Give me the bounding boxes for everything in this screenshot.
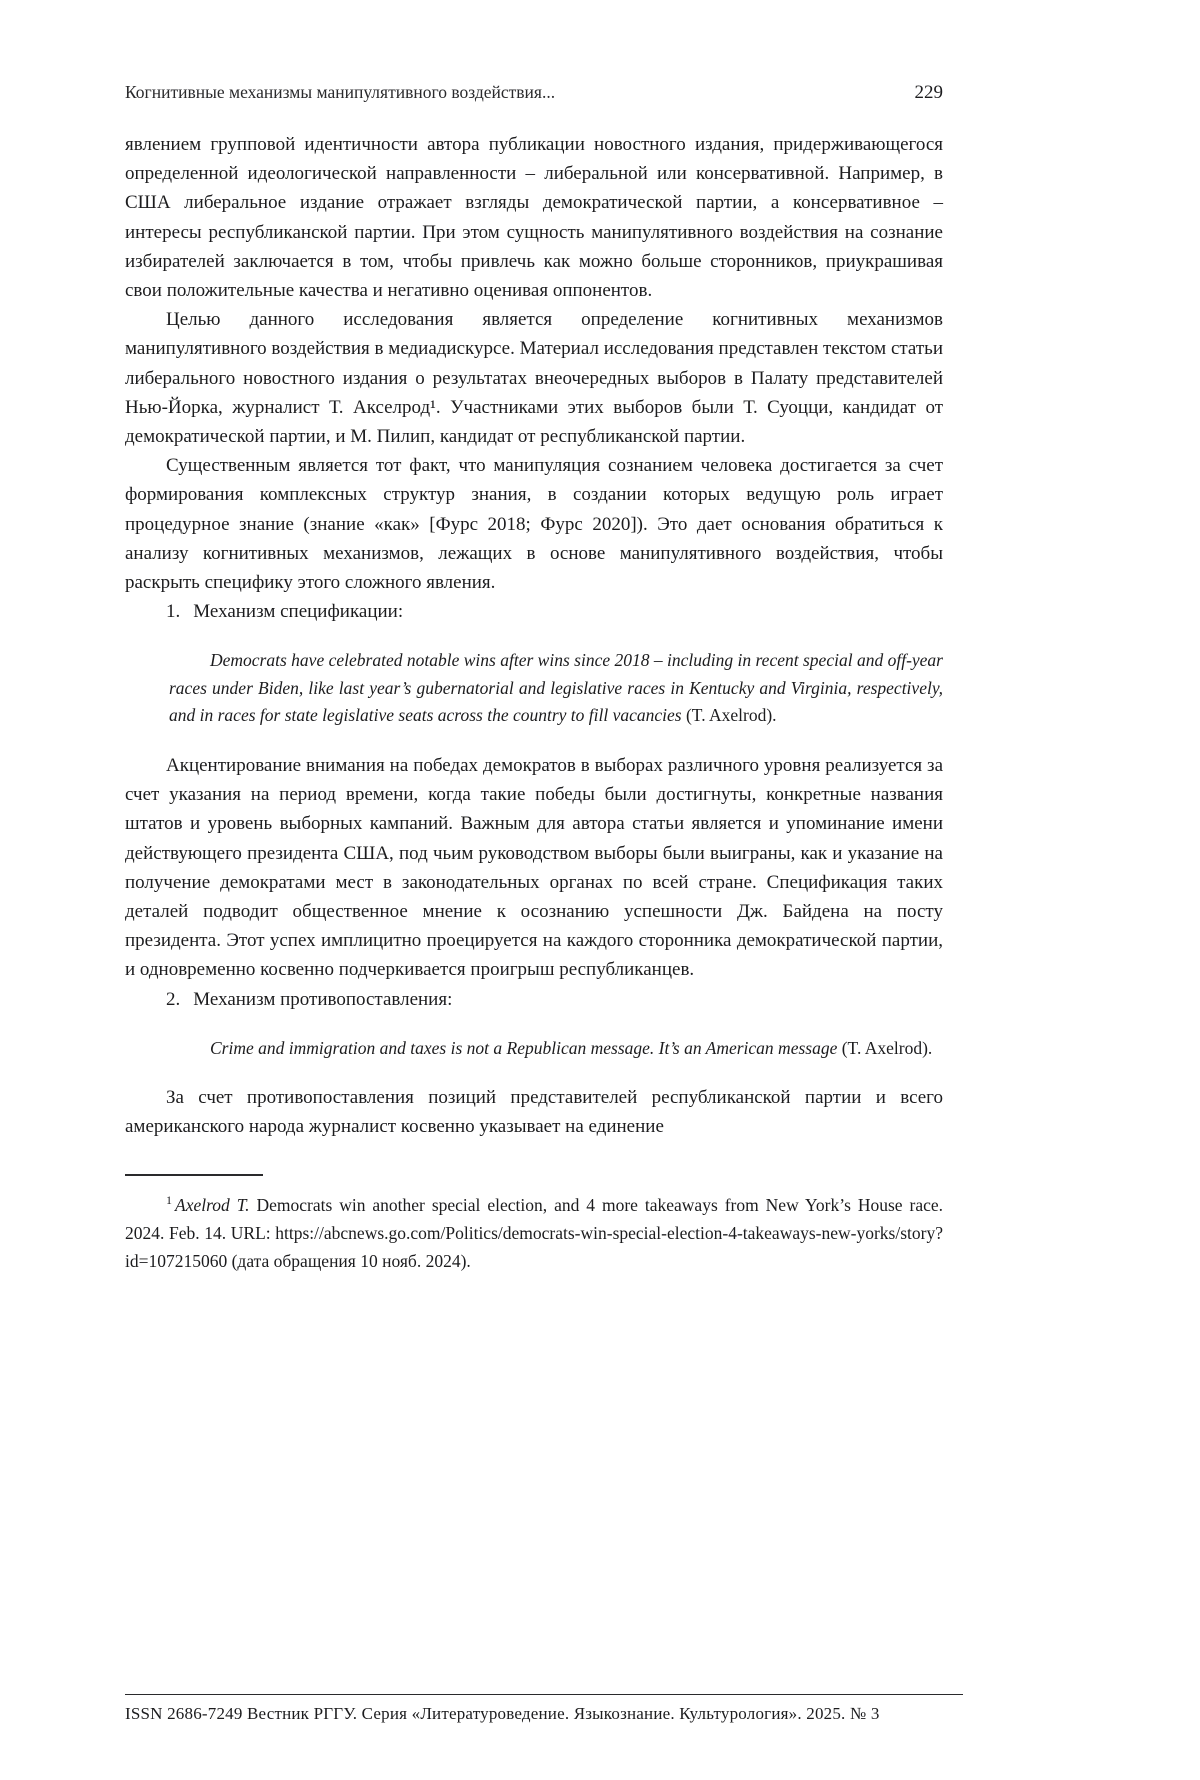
list-label: Механизм противопоставления:	[193, 988, 453, 1010]
running-header	[125, 82, 943, 104]
footnote-separator	[125, 1174, 263, 1176]
running-title: Когнитивные механизмы манипулятивного воздействия...	[125, 82, 556, 102]
paragraph-specification-analysis: Акцентирование внимания на победах демократов в выборах различного уровня реализуется за счет указания на период времени, когда такие победы были достигнуты, конкретные названия штатов и уровень выборных кампаний. Важным для автора статьи является и упоминание имени действующего президента США, под чьим руководством выборы были выиграны, как и указание на получение демократами мест в законодательных органах по всей стране. Спецификация таких деталей подводит общественное мнение к осознанию успешности Дж. Байдена на посту президента. Этот успех имплицитно проецируется на каждого сторонника демократической партии, и одновременно косвенно подчеркивается проигрыш республиканцев.	[125, 754, 943, 981]
list-number: 2.	[166, 988, 181, 1010]
footnote-block	[125, 1174, 943, 1275]
quote-text: Crime and immigration and taxes is not a Republican message. It’s an American message	[210, 1037, 838, 1058]
list-label: Механизм спецификации:	[193, 601, 404, 623]
numbered-heading-specification	[125, 597, 943, 626]
list-number: 1.	[166, 601, 181, 623]
footnote	[125, 1186, 943, 1275]
paragraph-opposition-analysis: За счет противопоставления позиций представителей республиканской партии и всего американского народа журналист косвенно указывает на единение	[125, 1087, 943, 1138]
article-body	[125, 130, 943, 1275]
page-number: 229	[914, 82, 943, 103]
quote-text: Democrats have celebrated notable wins after wins since 2018 – including in recent special and off-year races under Biden, like last year’s gubernatorial and legislative races in Kentucky and Virginia, respectively, and in races for state legislative seats across the country to fill vacancies	[169, 650, 943, 726]
footnote-marker: 1	[166, 1192, 172, 1207]
footnote-author: Axelrod T.	[175, 1194, 250, 1215]
page-footer	[125, 1694, 963, 1724]
footer-text: ISSN 2686-7249 Вестник РГГУ. Серия «Литературоведение. Языкознание. Культурология». 2025. № 3	[125, 1704, 880, 1723]
paragraph-research-aim: Целью данного исследования является определение когнитивных механизмов манипулятивного воздействия в медиадискурсе. Материал исследования представлен текстом статьи либерального новостного издания о результатах внеочередных выборов в Палату представителей Нью-Йорка, журналист Т. Акселрод¹. Участниками этих выборов были Т. Суоцци, кандидат от демократической партии, и М. Пилип, кандидат от республиканской партии.	[125, 309, 943, 448]
paragraph-continuation: явлением групповой идентичности автора публикации новостного издания, придерживающегося определенной идеологической направленности – либеральной или консервативной. Например, в США либеральное издание отражает взгляды демократической партии, а консервативное – интересы республиканской партии. При этом сущность манипулятивного воздействия на сознание избирателей заключается в том, чтобы привлечь как можно больше сторонников, приукрашивая свои положительные качества и негативно оценивая оппонентов.	[125, 134, 943, 302]
quote-attribution: (T. Axelrod).	[837, 1037, 933, 1058]
numbered-heading-opposition	[125, 985, 943, 1014]
block-quote-american-message	[169, 1035, 943, 1063]
quote-attribution: (T. Axelrod).	[681, 705, 777, 726]
footnote-text: Democrats win another special election, and 4 more takeaways from New York’s House race. 2024. Feb. 14. URL: https://abcnews.go.com/Politics/democrats-win-special-election-4-takeaways-new-yorks/story?id=107215060 (дата обращения 10 нояб. 2024).	[125, 1194, 944, 1271]
block-quote-democrats-wins	[169, 647, 943, 730]
paragraph-knowledge-structures: Существенным является тот факт, что манипуляция сознанием человека достигается за счет формирования комплексных структур знания, в создании которых ведущую роль играет процедурное знание (знание «как» [Фурс 2018; Фурс 2020]). Это дает основания обратиться к анализу когнитивных механизмов, лежащих в основе манипулятивного воздействия, чтобы раскрыть специфику этого сложного явления.	[125, 455, 943, 594]
